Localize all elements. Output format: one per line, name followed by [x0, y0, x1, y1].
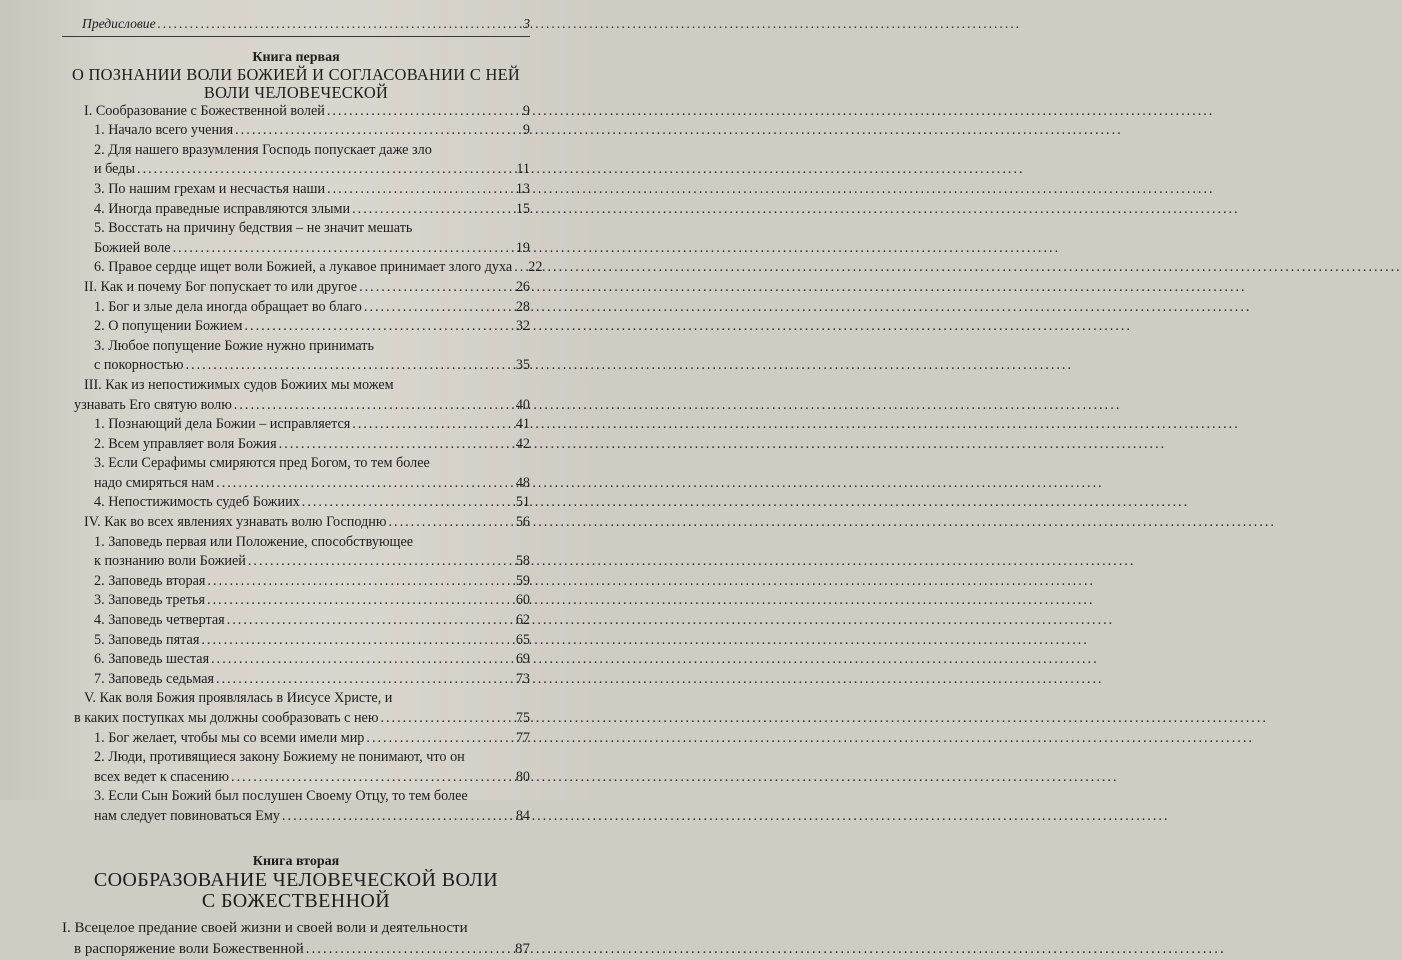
toc-entry-title: 4. Иногда праведные исправляются злыми [94, 200, 351, 217]
toc-entry-title: 2. Для нашего вразумления Господь попускает даже зло [94, 141, 432, 158]
book-title-line: СООБРАЗОВАНИЕ ЧЕЛОВЕЧЕСКОЙ ВОЛИ [93, 868, 499, 891]
toc-entry-title: Предисловие [82, 16, 156, 31]
toc-entry-title: 1. Бог и злые дела иногда обращает во благо [94, 298, 362, 315]
toc-entry-page: 59 [515, 572, 530, 589]
toc-entry-title: 2. Всем управляет воля Божия [94, 435, 277, 452]
dot-leader [514, 258, 526, 278]
dot-leader [137, 160, 514, 180]
toc-entry-title: 1. Начало всего учения [94, 122, 234, 139]
toc-entry-page: 84 [515, 807, 530, 824]
toc-entry-title: 6. Заповедь шестая [94, 651, 210, 668]
toc-entry-page: 26 [515, 278, 530, 295]
toc-entry-page: 28 [515, 298, 530, 315]
toc-entry [62, 435, 530, 455]
toc-entry-title: 1. Бог желает, чтобы мы со всеми имели мир [94, 729, 365, 746]
toc-entry [62, 102, 530, 122]
toc-entry-page: 73 [515, 670, 530, 687]
toc-entry [62, 474, 530, 494]
book-label: Книга первая [252, 49, 340, 65]
toc-entry [62, 591, 530, 611]
toc-entry-page: 87 [515, 940, 530, 957]
book-title-line: ВОЛИ ЧЕЛОВЕЧЕСКОЙ [203, 82, 389, 102]
dot-leader [306, 939, 513, 960]
dot-leader [352, 200, 514, 220]
toc-entry [62, 415, 530, 435]
toc-entry-page: 41 [515, 416, 530, 433]
divider [62, 36, 530, 37]
toc-entry-title: 5. Заповедь пятая [94, 631, 200, 648]
dot-leader [352, 415, 514, 435]
toc-entry [62, 513, 530, 533]
toc-entry-title: 5. Восстать на причину бедствия – не значит мешать [94, 220, 413, 237]
dot-leader [227, 611, 514, 631]
dot-leader [327, 180, 514, 200]
toc-entry-title: 2. Люди, противящиеся закону Божиему не понимают, что он [94, 749, 465, 766]
toc-entries [62, 102, 543, 827]
dot-leader [231, 768, 514, 788]
toc-entry-continuation: и беды [94, 161, 136, 178]
toc-entry-title: 3. По нашим грехам и несчастья наши [94, 180, 326, 197]
toc-entry [62, 552, 530, 572]
toc-entry [62, 572, 530, 592]
toc-entry-page: 65 [515, 631, 530, 648]
dot-leader [279, 435, 514, 455]
dot-leader [366, 729, 513, 749]
dot-leader [173, 239, 514, 259]
dot-leader [158, 14, 522, 34]
toc-entry-title: 3. Если Серафимы смиряются пред Богом, то тем более [94, 455, 430, 472]
toc-entry [62, 160, 530, 180]
toc-entry-title: V. Как воля Божия проявлялась в Иисусе Христе, и [84, 690, 393, 707]
dot-leader [302, 493, 514, 513]
toc-entry [62, 298, 530, 318]
toc-entry-title: 3. Заповедь третья [94, 592, 206, 609]
toc-entry [62, 939, 530, 960]
toc-entry [62, 631, 530, 651]
toc-entry [62, 356, 530, 376]
toc-entry-continuation: всех ведет к спасению [94, 768, 230, 785]
toc-entry [62, 239, 530, 259]
toc-entry-continuation: узнавать Его святую волю [74, 396, 232, 413]
toc-entry [62, 611, 530, 631]
toc-entry-page: 69 [515, 651, 530, 668]
toc-entry-title: 2. Заповедь вторая [94, 572, 206, 589]
toc-entry-page: 9 [522, 102, 530, 119]
toc-entry-title: 1. Познающий дела Божии – исправляется [94, 416, 351, 433]
toc-entry-page: 77 [515, 729, 530, 746]
book-label: Книга вторая [252, 853, 340, 869]
dot-leader [216, 670, 514, 690]
toc-entry-continuation: надо смиряться нам [94, 474, 215, 491]
toc-entry [62, 493, 530, 513]
toc-entry-page: 32 [515, 318, 530, 335]
toc-entry-page: 62 [515, 612, 530, 629]
toc-entry-continuation: нам следует повиноваться Ему [94, 807, 280, 824]
toc-entry-page: 11 [516, 161, 530, 178]
toc-entry-page: 80 [515, 768, 530, 785]
book-title-line: О ПОЗНАНИИ ВОЛИ БОЖИЕЙ И СОГЛАСОВАНИИ С НЕЙ [71, 64, 521, 84]
toc-entry [62, 180, 530, 200]
toc-entry-title: III. Как из непостижимых судов Божиих мы можем [84, 376, 394, 393]
toc-entry-page: 22 [528, 259, 543, 276]
toc-entry-continuation: Божией воле [94, 239, 171, 256]
toc-entry-title: 2. О попущении Божием [94, 318, 243, 335]
dot-leader [244, 317, 513, 337]
toc-entry-title: 4. Непостижимость судеб Божиих [94, 494, 300, 511]
dot-leader [327, 102, 521, 122]
dot-leader [216, 474, 514, 494]
dot-leader [248, 552, 514, 572]
toc-entry-page: 56 [515, 514, 530, 531]
toc-entry-title: I. Сообразование с Божественной волей [84, 102, 325, 119]
spacer [62, 827, 530, 841]
dot-leader [359, 278, 514, 298]
toc-entry [62, 317, 530, 337]
toc-entry-page: 9 [522, 122, 530, 139]
toc-entry-page: 51 [515, 494, 530, 511]
dot-leader [201, 631, 513, 651]
toc-entry [62, 729, 530, 749]
toc-entry-page: 48 [515, 474, 530, 491]
toc-entry [62, 278, 530, 298]
toc-entry-page: 13 [515, 180, 530, 197]
dot-leader [186, 356, 514, 376]
dot-leader [380, 709, 513, 729]
toc-entry-title: II. Как и почему Бог попускает то или другое [84, 278, 358, 295]
dot-leader [282, 807, 514, 827]
toc-entry-page: 75 [515, 710, 530, 726]
dot-leader [388, 513, 513, 533]
toc-entry-page: 3 [523, 16, 530, 31]
toc-entry-title: 3. Любое попущение Божие нужно принимать [94, 337, 374, 354]
toc-entry [62, 650, 530, 670]
toc-entry [62, 807, 530, 827]
toc-entry-page: 40 [515, 396, 530, 413]
toc-entry-page: 60 [515, 592, 530, 609]
toc-entry-continuation: в каких поступках мы должны сообразовать с нею [74, 710, 379, 726]
dot-leader [235, 121, 521, 141]
toc-entry [62, 396, 530, 416]
toc-entry-page: 19 [515, 239, 530, 256]
table-of-contents [62, 14, 543, 960]
toc-entry-page: 15 [515, 200, 530, 217]
dot-leader [234, 396, 514, 416]
toc-entry-title: 6. Правое сердце ищет воли Божией, а лукавое принимает злого духа [94, 259, 513, 276]
toc-entry-continuation: в распоряжение воли Божественной [74, 940, 304, 957]
toc-entry [62, 121, 530, 141]
dot-leader [364, 298, 514, 318]
toc-entry [62, 200, 530, 220]
dot-leader [207, 591, 514, 611]
toc-entry [62, 258, 543, 278]
toc-entry-title: 7. Заповедь седьмая [94, 670, 215, 687]
dot-leader [207, 572, 513, 592]
toc-entry-title: 1. Заповедь первая или Положение, способствующее [94, 533, 414, 550]
toc-entry [62, 709, 530, 729]
toc-entry-preface [62, 14, 530, 34]
toc-entry [62, 670, 530, 690]
toc-entry-title: IV. Как во всех явлениях узнавать волю Господню [84, 514, 387, 531]
toc-entry-continuation: с покорностью [94, 357, 184, 374]
toc-entry [62, 768, 530, 788]
toc-entry-page: 58 [515, 553, 530, 570]
toc-entry-title: 3. Если Сын Божий был послушен Своему Отцу, то тем более [94, 788, 468, 805]
toc-entry-page: 35 [515, 357, 530, 374]
toc-entry-page: 42 [515, 435, 530, 452]
toc-entry-continuation: к познанию воли Божией [94, 553, 246, 570]
book-title-line: С БОЖЕСТВЕННОЙ [201, 889, 391, 912]
toc-entry-title: 4. Заповедь четвертая [94, 612, 225, 629]
dot-leader [211, 650, 514, 670]
toc-entry-title: I. Всецелое предание своей жизни и своей воли и деятельности [62, 919, 468, 936]
book-page [0, 0, 600, 957]
